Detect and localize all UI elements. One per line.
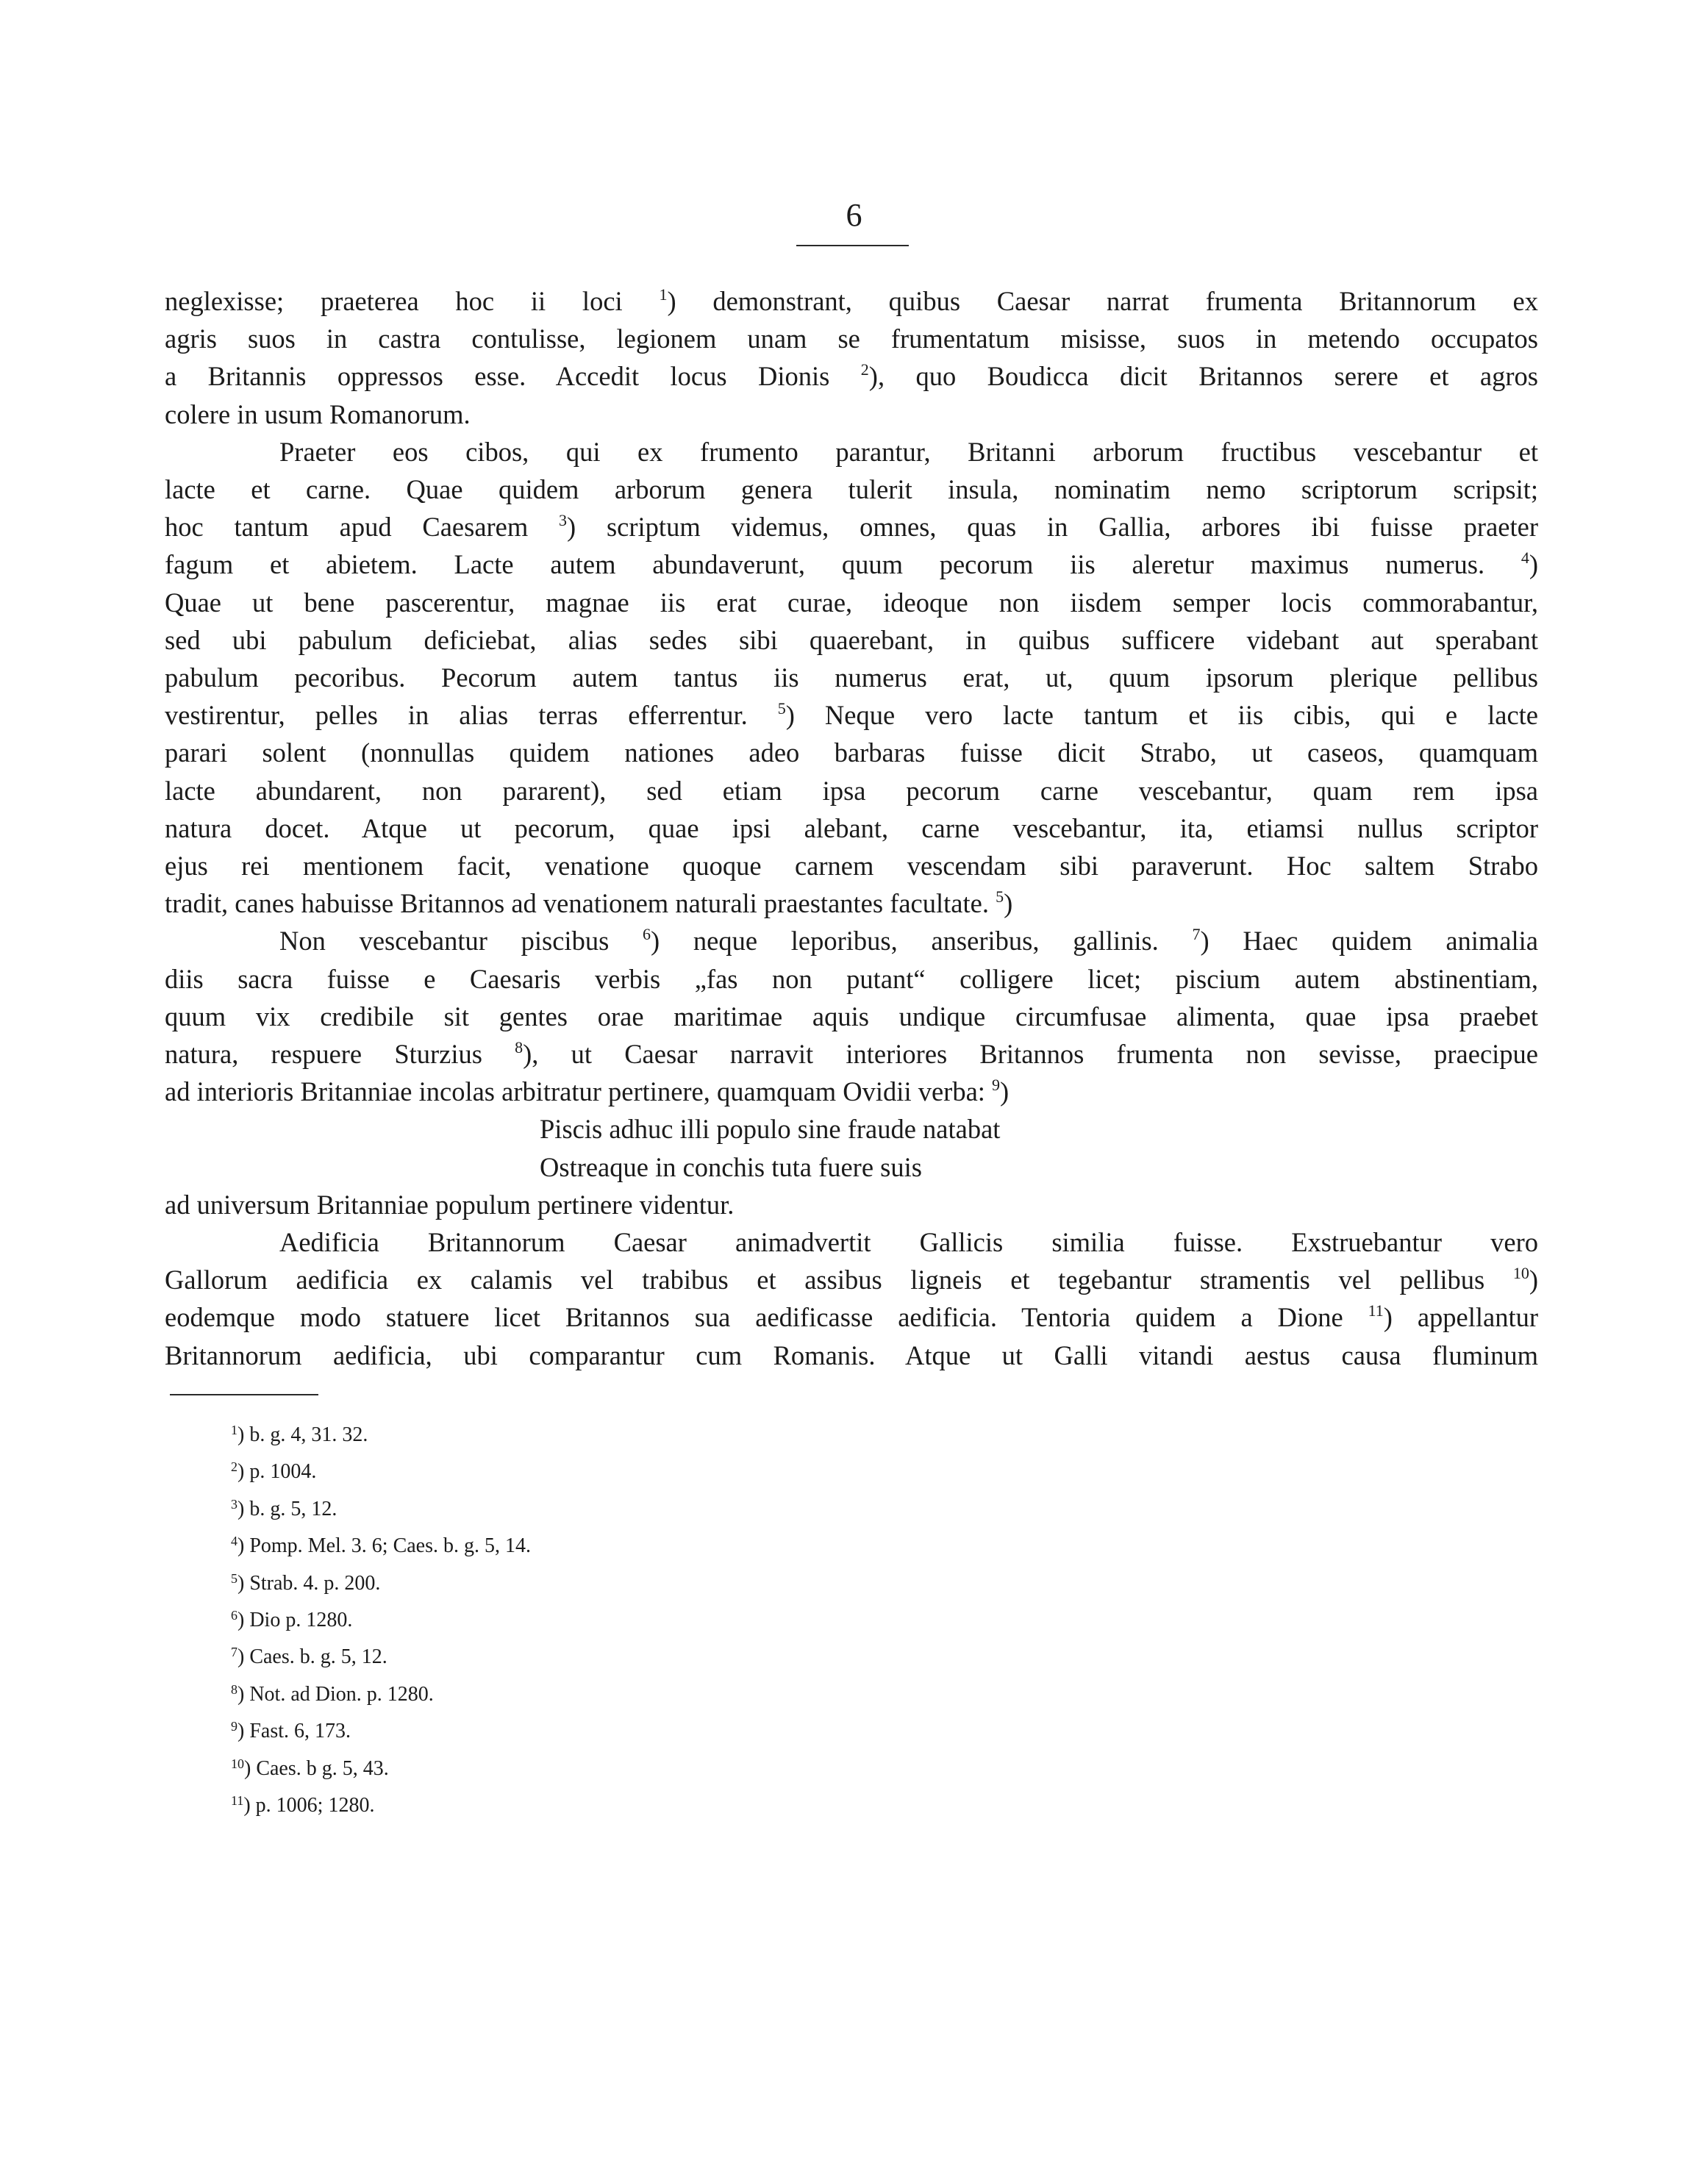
text-line: Non vescebantur piscibus $^6$) neque leporibus, anseribus, gallinis. $^7$) Haec quidem animalia <box>279 925 1538 957</box>
text-line: tradit, canes habuisse Britannos ad venationem naturali praestantes facultate. $^5$) <box>165 887 1013 919</box>
footnote-ref: 10 <box>1512 1264 1529 1283</box>
footnote-ref: 11 <box>1368 1301 1384 1320</box>
text-line: Praeter eos cibos, qui ex frumento parantur, Britanni arborum fructibus vescebantur et <box>279 436 1538 467</box>
text-line: sed ubi pabulum deficiebat, alias sedes sibi quaerebant, in quibus sufficere videbant aut sperabant <box>165 624 1538 655</box>
verse-line: Piscis adhuc illi populo sine fraude natabat <box>540 1114 1001 1145</box>
text-line: a Britannis oppressos esse. Accedit locus Dionis $^2$), quo Boudicca dicit Britannos serere et agros <box>165 360 1538 392</box>
text-line: quum vix credibile sit gentes orae maritimae aquis undique circumfusae alimenta, quae ipsa praebet <box>165 1001 1538 1032</box>
footnote: $^7$) Caes. b. g. 5, 12. <box>231 1645 387 1669</box>
text-line: Britannorum aedificia, ubi comparantur cum Romanis. Atque ut Galli vitandi aestus causa fluminum <box>165 1340 1538 1370</box>
text-line: hoc tantum apud Caesarem $^3$) scriptum videmus, omnes, quas in Gallia, arbores ibi fuisse praeter <box>165 511 1538 543</box>
text-line: natura, respuere Sturzius $^8$), ut Caesar narravit interiores Britannos frumenta non sevisse, praecipue <box>165 1038 1538 1070</box>
text-line: lacte et carne. Quae quidem arborum genera tulerit insula, nominatim nemo scriptorum scripsit; <box>165 474 1538 505</box>
text-line: Quae ut bene pascerentur, magnae iis erat curae, ideoque non iisdem semper locis commorabantur, <box>165 587 1538 618</box>
footnote-ref: 3 <box>559 511 568 530</box>
footnote: $^1$) b. g. 4, 31. 32. <box>231 1423 368 1446</box>
footnote: $^9$) Fast. 6, 173. <box>231 1719 351 1743</box>
text-line: parari solent (nonnullas quidem nationes adeo barbaras fuisse dicit Strabo, ut caseos, quamquam <box>165 737 1538 768</box>
body-text <box>165 282 1538 1374</box>
page-number: 6 <box>846 197 862 233</box>
text-line: agris suos in castra contulisse, legionem unam se frumentatum misisse, suos in metendo occupatos <box>165 323 1538 354</box>
text-line: neglexisse; praeterea hoc ii loci $^1$) demonstrant, quibus Caesar narrat frumenta Britannorum ex <box>165 285 1538 316</box>
footnote-ref: 9 <box>992 1076 1001 1095</box>
page-number-rule <box>796 245 909 246</box>
text-line: lacte abundarent, non pararent), sed etiam ipsa pecorum carne vescebantur, quam rem ipsa <box>165 775 1538 806</box>
text-line: vestirentur, pelles in alias terras efferrentur. $^5$) Neque vero lacte tantum et iis cibis, qui e lacte <box>165 699 1538 731</box>
verse-line: Ostreaque in conchis tuta fuere suis <box>540 1151 922 1182</box>
footnote: $^3$) b. g. 5, 12. <box>231 1496 337 1520</box>
footnote-ref: 2 <box>860 360 869 379</box>
text-line: pabulum pecoribus. Pecorum autem tantus iis numerus erat, ut, quum ipsorum plerique pellibus <box>165 662 1538 693</box>
footnote-ref: 7 <box>1192 925 1201 944</box>
text-line: fagum et abietem. Lacte autem abundaverunt, quum pecorum iis aleretur maximus numerus. $^4$) <box>165 548 1538 580</box>
footnote-rule <box>170 1394 318 1395</box>
text-line: ad universum Britanniae populum pertinere videntur. <box>165 1189 735 1220</box>
text-line: ad interioris Britanniae incolas arbitratur pertinere, quamquam Ovidii verba: $^9$) <box>165 1076 1010 1107</box>
text-line: Aedificia Britannorum Caesar animadvertit Gallicis similia fuisse. Exstruebantur vero <box>279 1227 1538 1258</box>
text-line: natura docet. Atque ut pecorum, quae ipsi alebant, carne vescebantur, ita, etiamsi nullus scriptor <box>165 812 1538 843</box>
footnote-ref: 5 <box>777 699 786 718</box>
text-line: ejus rei mentionem facit, venatione quoque carnem vescendam sibi paraverunt. Hoc saltem Strabo <box>165 851 1538 882</box>
text-line: colere in usum Romanorum. <box>165 398 471 429</box>
footnote: $^{11}$) p. 1006; 1280. <box>231 1793 375 1817</box>
footnote-ref: 6 <box>643 925 651 944</box>
text-line: eodemque modo statuere licet Britannos sua aedificasse aedificia. Tentoria quidem a Dione $^{11}$) appellantur <box>165 1301 1538 1333</box>
footnote-ref: 5 <box>996 887 1004 907</box>
footnote: $^2$) p. 1004. <box>231 1459 317 1484</box>
footnote: $^4$) Pomp. Mel. 3. 6; Caes. b. g. 5, 14. <box>231 1534 531 1558</box>
text-line: Gallorum aedificia ex calamis vel trabibus et assibus ligneis et tegebantur stramentis vel pellibus $^{10}$) <box>165 1264 1538 1295</box>
footnote-ref: 1 <box>659 285 668 304</box>
footnotes <box>231 1417 531 1824</box>
footnote: $^{10}$) Caes. b g. 5, 43. <box>231 1756 389 1780</box>
footnote: $^6$) Dio p. 1280. <box>231 1608 353 1632</box>
footnote-ref: 8 <box>515 1038 524 1057</box>
footnote-ref: 4 <box>1521 548 1529 568</box>
footnote: $^5$) Strab. 4. p. 200. <box>231 1570 381 1595</box>
text-line: diis sacra fuisse e Caesaris verbis „fas non putant“ colligere licet; piscium autem abstinentiam, <box>165 963 1538 994</box>
footnote: $^8$) Not. ad Dion. p. 1280. <box>231 1681 434 1706</box>
